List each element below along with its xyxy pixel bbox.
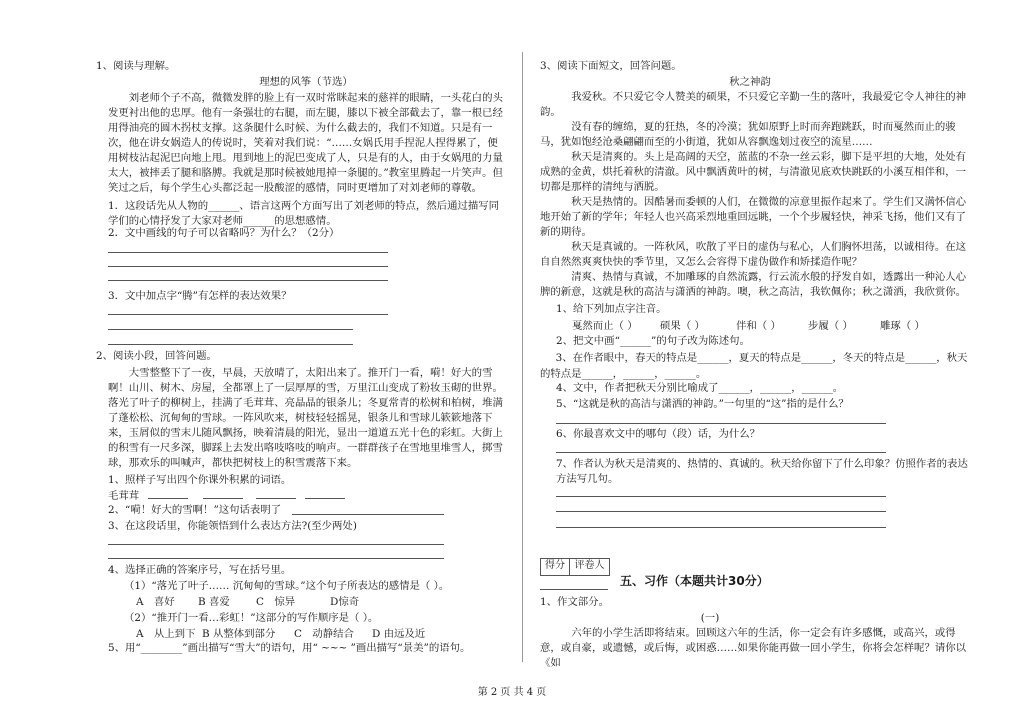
answer-line	[108, 344, 353, 345]
answer-line	[556, 452, 886, 453]
answer-line	[305, 498, 345, 499]
q3-word-2: 硕果（ ）	[660, 320, 705, 332]
q3-paragraph-1: 我爱秋。不只爱它令人赞美的硕果，不只爱它辛勤一生的落叶，我最爱它令人神往的神韵。	[540, 91, 967, 118]
score-box	[540, 558, 610, 576]
q3-question-1: 1、给下列加点字注音。	[556, 303, 667, 315]
score-line	[540, 589, 608, 590]
q1-question-3: 3．文中加点字“腾”有怎样的表达效果？	[108, 290, 292, 302]
q1-title: 理想的风筝（节选）	[259, 76, 353, 88]
page-footer: 第 2 页 共 4 页	[477, 687, 547, 698]
q3-title: 秋之神韵	[729, 76, 771, 88]
q2-4-1-option-b: B 喜爱	[198, 596, 230, 608]
answer-line	[108, 252, 388, 253]
answer-line	[148, 498, 188, 499]
grader-label: 评卷人	[574, 560, 605, 571]
q2-question-5: 5、用“________”画出描写“雪大”的语句，用“ ~~~ ”画出描写“景美”的语句。	[108, 642, 471, 654]
q2-4-1-option-a: A 喜好	[136, 596, 175, 608]
q2-question-2: 2、“嗬！好大的雪啊！”这句话表明了	[108, 504, 282, 516]
q2-4-2-option-a: A 从上到下	[136, 628, 196, 640]
answer-line	[108, 544, 444, 545]
section-5-question-1: 1、作文部分。	[540, 596, 609, 608]
section-5-prompt: 六年的小学生活即将结束。回顾这六年的生活，你一定会有许多感慨，或高兴，或得意，或自豪，或遗憾，或后悔，或困惑……如果你能再做一回小学生，你将会怎样呢？请你以《如	[540, 627, 967, 669]
q3-word-4: 步履（ ）	[808, 320, 853, 332]
q3-paragraph-3: 秋天是清爽的。头上是高阔的天空，蓝蓝的不杂一丝云彩，脚下是平坦的大地，处处有成熟的金黄，烘托着秋的清澈。风中飘洒黄叶的树，与清澈见底欢快跳跃的小溪互相伴和，一切都是那样的清纯与洒脱。	[540, 151, 967, 193]
q3-word-5: 雕琢（ ）	[880, 320, 925, 332]
q3-question-3: 3、在作者眼中，春天的特点是______，夏天的特点是______，冬天的特点是______，秋天的特点是______，______，______。	[540, 352, 968, 380]
q1-heading: 1、阅读与理解。	[96, 60, 176, 72]
q3-question-2: 2、把文中画“______”的句子改为陈述句。	[556, 335, 750, 347]
answer-line	[256, 498, 296, 499]
q2-4-2-option-c: C 动静结合	[294, 628, 354, 640]
score-label: 得分	[541, 559, 570, 575]
q2-4-2-option-b: B 从整体到部分	[202, 628, 276, 640]
answer-line	[556, 496, 886, 497]
answer-line	[556, 527, 886, 528]
answer-line	[203, 498, 243, 499]
answer-line	[108, 329, 353, 330]
answer-line	[292, 514, 444, 515]
q2-4-2-option-d: D 由远及近	[372, 628, 426, 640]
q3-question-4: 4、文中，作者把秋天分别比喻成了______，______，______。	[556, 382, 844, 394]
q2-passage: 大雪整整下了一夜，早晨，天放晴了，太阳出来了。推开门一看，嗬！好大的雪啊！山川、树木、房屋，全都罩上了一层厚厚的雪，万里江山变成了粉妆玉砌的世界。落光了叶子的柳树上，挂满了毛茸茸、亮晶晶的银条儿；冬夏常青的松树和柏树，堆满了蓬松松、沉甸甸的雪球。一阵风吹来，树枝轻轻摇晃，银条儿和雪球儿簌簌地落下来，玉屑似的雪末儿随风飘扬，映着清晨的阳光，显出一道道五光十色的彩虹。大街上的积雪有一尺多深，脚踩上去发出咯吱咯吱的响声。一群群孩子在雪地里堆雪人，掷雪球，那欢乐的叫喊声，都快把树枝上的积雪震落下来。	[108, 367, 503, 469]
answer-line	[108, 314, 388, 315]
q2-question-4-2: （2）“推开门一看…彩虹！”这部分的写作顺序是（ ）。	[124, 612, 379, 624]
q2-4-1-option-c: C 惊异	[256, 596, 296, 608]
q3-word-1: 戛然而止（ ）	[572, 320, 638, 332]
answer-line	[556, 423, 886, 424]
q3-paragraph-5: 秋天是真诚的。一阵秋风，吹散了平日的虚伪与私心，人们胸怀坦荡，以诚相待。在这自自然然爽爽快快的季节里，又怎么会容得下虚伪做作和矫揉造作呢？	[540, 241, 967, 268]
q2-heading: 2、阅读小段，回答问题。	[96, 350, 217, 362]
q1-question-1: 1．这段话先从人物的______、语言这两个方面写出了刘老师的特点，然后通过描写同学们的心情抒发了大家对老师______的思想感情。	[108, 200, 500, 227]
q3-heading: 3、阅读下面短文，回答问题。	[540, 60, 682, 72]
section-5-sub: (一)	[700, 612, 720, 624]
q3-paragraph-4: 秋天是热情的。因酷暑而委顿的人们，在微微的凉意里振作起来了。学生们又满怀信心地开始了新的学年；年轻人也兴高采烈地重回远眺，一个个步履轻快，神采飞扬，他们又有了新的期待。	[540, 196, 967, 238]
q1-passage: 刘老师个子不高，微微发胖的脸上有一双时常眯起来的慈祥的眼睛，一头花白的头发更衬出他的忠厚。他有一条强壮的右腿，而左腿，膝以下被全部截去了，靠一根已经用得油亮的圆木拐杖支撑。这条腿什么时候、为什么截去的，我们不知道。只是有一次，他在讲女娲造人的传说时，笑着对我们说：“……女娲氏用手捏泥人捏得累了，便用树枝沾起泥巴向地上甩。甩到地上的泥巴变成了人，只是有的人，由于女娲甩的力量太大，被摔丢了腿和胳膊。我就是那时候被她甩掉一条腿的。”教室里腾起一片笑声。但笑过之后，每个学生心头都泛起一股酸涩的感情，同时更增加了对刘老师的尊敬。	[108, 92, 503, 194]
q2-question-3: 3、在这段话里，你能领悟到什么表达方法?(至少两处)	[108, 520, 357, 532]
q3-word-3: 伴和（ ）	[736, 320, 781, 332]
q2-question-4: 4、选择正确的答案序号，写在括号里。	[108, 564, 292, 576]
q2-question-4-1: （1）“落光了叶子…… 沉甸甸的雪球。”这个句子所表达的感情是（ ）。	[124, 580, 450, 592]
q2-example-word: 毛茸茸	[108, 490, 140, 502]
q3-paragraph-6: 清爽、热情与真诚，不加雕琢的自然流露，行云流水般的抒发自如，透露出一种沁人心脾的新意，这就是秋的高洁与潇洒的神韵。噢，秋之高洁，我钦佩你；秋之潇洒，我欣赏你。	[540, 271, 967, 298]
answer-line	[556, 511, 886, 512]
q2-question-1: 1、照样子写出四个你课外积累的词语。	[108, 474, 292, 486]
q3-question-5: 5、“这就是秋的高洁与潇洒的神韵。”一句里的“这”指的是什么？	[556, 398, 849, 410]
answer-line	[108, 280, 388, 281]
column-divider	[522, 52, 523, 662]
answer-line	[108, 266, 388, 267]
q1-question-2: 2．文中画线的句子可以省略吗？为什么？（2分）	[108, 227, 340, 239]
answer-line	[108, 558, 444, 559]
q2-4-1-option-d: D惊奇	[330, 596, 360, 608]
q3-paragraph-2: 没有春的缠绵，夏的狂热，冬的冷漠；犹如原野上时而奔跑跳跃，时而戛然而止的骏马，犹如饱经沧桑翩翩而至的小街道，犹如从容飘逸划过夜空的流星……	[540, 121, 956, 148]
section-5-title: 五、习作（本题共计30分）	[620, 574, 769, 588]
q3-question-7: 7、作者认为秋天是清爽的、热情的、真诚的。秋天给你留下了什么印象？仿照作者的表达方法写几句。	[556, 458, 968, 485]
q3-question-6: 6、你最喜欢文中的哪句（段）话，为什么？	[556, 428, 761, 440]
